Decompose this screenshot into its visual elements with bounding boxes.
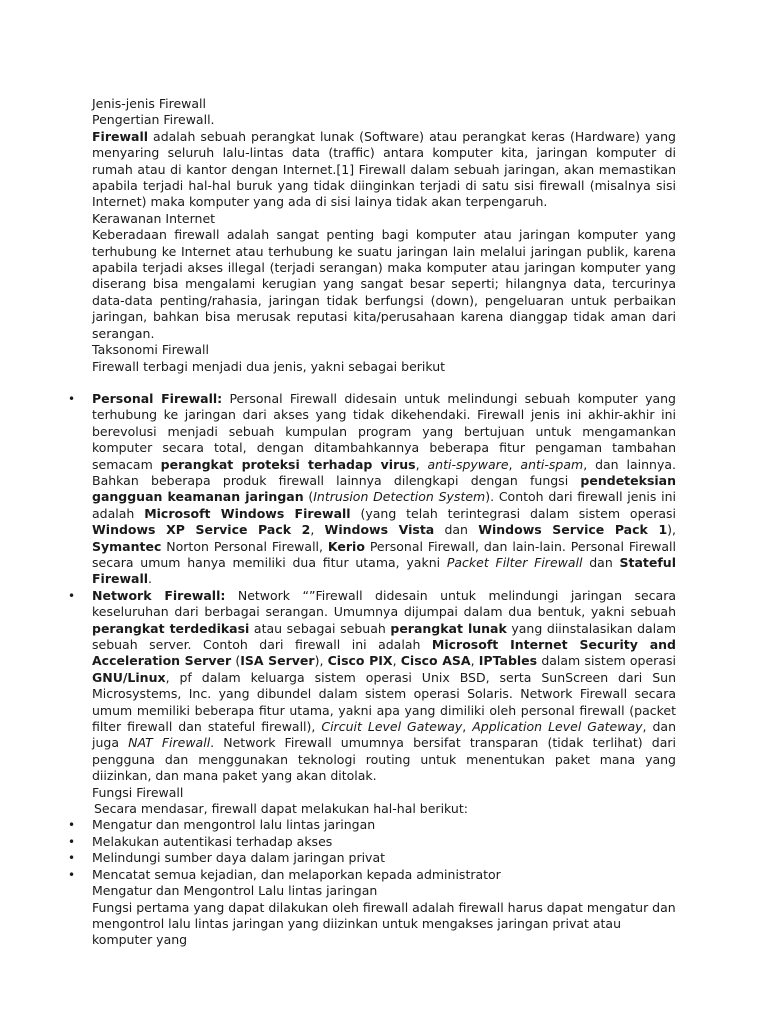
list-item: • Melakukan autentikasi terhadap akses [92, 834, 676, 850]
firewall-types-list [92, 391, 676, 785]
fungsi-list [92, 817, 676, 883]
list-item: • Melindungi sumber daya dalam jaringan privat [92, 850, 676, 866]
paragraph-taksonomi: Firewall terbagi menjadi dua jenis, yakni sebagai berikut [92, 358, 446, 374]
document-page [92, 96, 676, 949]
paragraph-mengatur: Fungsi pertama yang dapat dilakukan oleh firewall adalah firewall harus dapat mengatur dan mengontrol lalu lintas jaringan yang diizinkan untuk mengakses jaringan privat atau komputer yang [92, 899, 676, 948]
list-item-network-firewall: • Network Firewall: Network “”Firewall didesain untuk melindungi jaringan secara keseluruhan dari berbagai serangan. Umumnya dijumpai dalam dua bentuk, yakni sebuah perangkat terdedikasi atau sebagai sebuah perangkat lunak yang diinstalasikan dalam sebuah server. Contoh dari firewall ini adalah Microsoft Internet Security and Acceleration Server (ISA Server), Cisco PIX, Cisco ASA, IPTables dalam sistem operasi GNU/Linux, pf dalam keluarga sistem operasi Unix BSD, serta SunScreen dari Sun Microsystems, Inc. yang dibundel dalam sistem operasi Solaris. Network Firewall secara umum memiliki beberapa fitur utama, yakni apa yang dimiliki oleh personal firewall (packet filter firewall dan stateful firewall), Circuit Level Gateway, Application Level Gateway, dan juga NAT Firewall. Network Firewall umumnya bersifat transparan (tidak terlihat) dari pengguna dan menggunakan teknologi routing untuk menentukan paket mana yang diizinkan, dan mana paket yang akan ditolak. [92, 588, 676, 785]
section-heading-fungsi: Fungsi Firewall [92, 784, 184, 800]
paragraph-pengertian: Firewall adalah sebuah perangkat lunak (Software) atau perangkat keras (Hardware) yang menyaring seluruh lalu-lintas data (traffic) antara komputer kita, jaringan komputer di rumah atau di kantor dengan Internet.[1] Firewall dalam sebuah jaringan, akan memastikan apabila terjadi hal-hal buruk yang tidak diinginkan terjadi di satu sisi firewall (misalnya sisi Internet) maka komputer yang ada di sisi lainya tidak akan terpengaruh. [92, 128, 676, 210]
list-item: • Mengatur dan mengontrol lalu lintas jaringan [92, 817, 676, 833]
section-heading-mengatur: Mengatur dan Mengontrol Lalu lintas jaringan [92, 883, 378, 899]
paragraph-fungsi-intro: Secara mendasar, firewall dapat melakukan hal-hal berikut: [94, 801, 468, 817]
list-item-personal-firewall: • Personal Firewall: Personal Firewall didesain untuk melindungi sebuah komputer yang terhubung ke jaringan dari akses yang tidak dikehendaki. Firewall jenis ini akhir-akhir ini berevolusi menjadi sebuah kumpulan program yang bertujuan untuk mengamankan komputer secara total, dengan ditambahkannya beberapa fitur pengaman tambahan semacam perangkat proteksi terhadap virus, anti-spyware, anti-spam, dan lainnya. Bahkan beberapa produk firewall lainnya dilengkapi dengan fungsi pendeteksian gangguan keamanan jaringan (Intrusion Detection System). Contoh dari firewall jenis ini adalah Microsoft Windows Firewall (yang telah terintegrasi dalam sistem operasi Windows XP Service Pack 2, Windows Vista dan Windows Service Pack 1), Symantec Norton Personal Firewall, Kerio Personal Firewall, dan lain-lain. Personal Firewall secara umum hanya memiliki dua fitur utama, yakni Packet Filter Firewall dan Stateful Firewall. [92, 391, 676, 588]
section-heading-kerawanan: Kerawanan Internet [92, 210, 216, 226]
section-heading-taksonomi: Taksonomi Firewall [92, 342, 209, 358]
document-title: Jenis-jenis Firewall [92, 96, 206, 111]
list-item: • Mencatat semua kejadian, dan melaporkan kepada administrator [92, 867, 676, 883]
term-firewall: Firewall [92, 128, 149, 144]
paragraph-kerawanan: Keberadaan firewall adalah sangat penting bagi komputer atau jaringan komputer yang terhubung ke Internet atau terhubung ke suatu jaringan lain melalui jaringan publik, karena apabila terjadi akses illegal (terjadi serangan) maka komputer atau jaringan komputer yang diserang bisa mengalami kerugian yang sangat besar seperti; hilangnya data, tercurinya data-data penting/rahasia, jaringan tidak berfungsi (down), pengeluaran untuk perbaikan jaringan, bahkan bisa merusak reputasi kita/perusahaan karena dianggap tidak aman dari serangan. [92, 227, 676, 341]
section-heading-pengertian: Pengertian Firewall. [92, 112, 215, 128]
